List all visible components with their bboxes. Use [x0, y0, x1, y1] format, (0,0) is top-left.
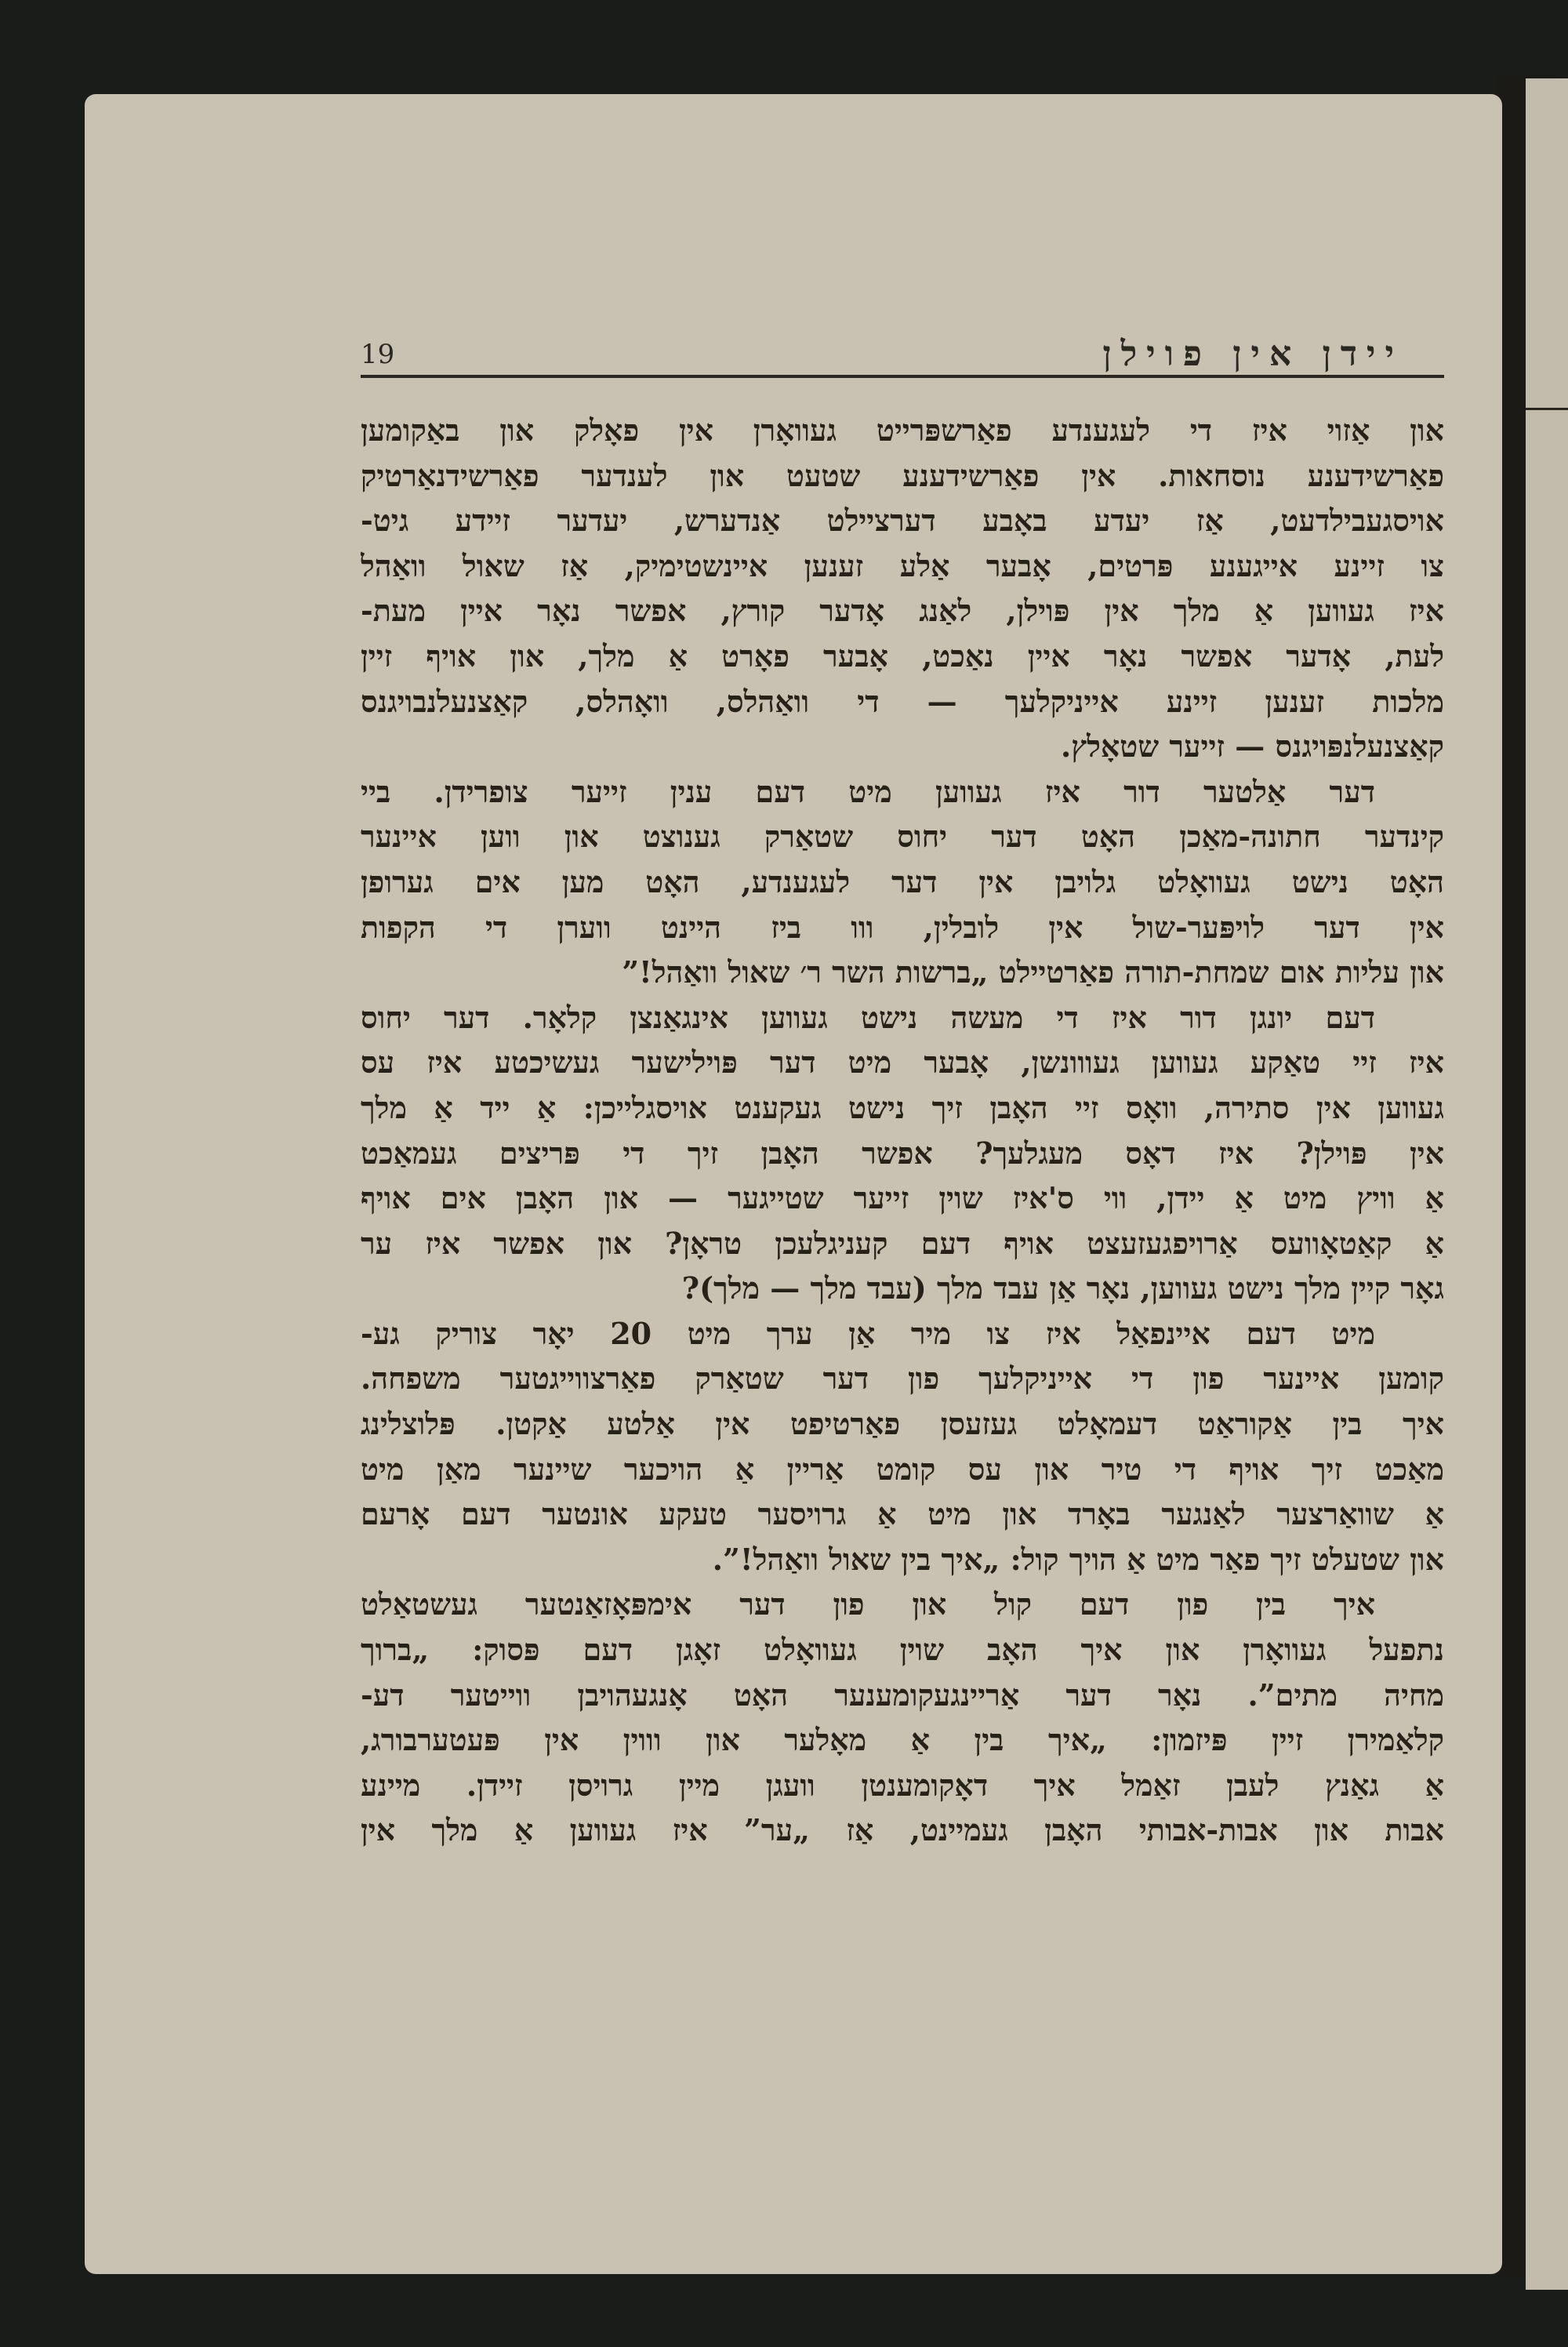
text-line: אויסגעבילדעט, אַז יעדע באָבע דערציילט אַנדערש, יעדער זיידע גיט- [361, 503, 1444, 539]
page-header [361, 328, 1444, 375]
text-line: אַ וויץ מיט אַ יידן, ווי ס'איז שוין זייער שטייגער — און האָבן אים אויף [361, 1180, 1444, 1216]
text-line: אבות און אבות-אבותי האָבן געמיינט, אַז „ער” איז געווען אַ מלך אין [361, 1812, 1444, 1848]
page-number: 19 [361, 339, 395, 370]
text-line: מחיה מתים”. נאָר דער אַריינגעקומענער האָט אָנגעהויבן ווייטער דע- [361, 1677, 1444, 1713]
facing-page-edge [1526, 78, 1568, 2290]
text-line: איך בין פון דעם קול און פון דער אימפּאָזאַנטער געשטאַלט [361, 1586, 1375, 1622]
text-line: דער אַלטער דור איז געווען מיט דעם ענין זייער צופרידן. ביי [361, 773, 1375, 809]
facing-page-rule [1526, 408, 1568, 410]
text-line: מאַכט זיך אויף די טיר און עס קומט אַריין אַ הויכער שיינער מאַן מיט [361, 1451, 1444, 1487]
text-line: אין פּוילן? איז דאָס מעגלעך? אפשר האָבן זיך די פּריצים געמאַכט [361, 1135, 1444, 1171]
text-line: און אַזוי איז די לעגענדע פאַרשפּרייט געוואָרן אין פאָלק און באַקומען [361, 412, 1444, 448]
text-line: מיט דעם איינפאַל איז צו מיר אַן ערך מיט 20 יאָר צוריק גע- [361, 1315, 1375, 1351]
running-title: יידן אין פוילן [1102, 334, 1403, 374]
text-line: מלכות זענען זיינע אייניקלעך — די וואַהלס, וואָהלס, קאַצנעלנבויגנס [361, 683, 1444, 719]
text-line: געווען אין סתירה, וואָס זיי האָבן זיך נישט געקענט אויסגלייכן: אַ ייד אַ מלך [361, 1089, 1444, 1125]
text-line: קלאַמירן זיין פּיזמון: „איך בין אַ מאָלער און וווין אין פּעטערבורג, [361, 1722, 1444, 1758]
header-rule [361, 375, 1444, 378]
text-line: איז זיי טאַקע געווען געווונשן, אָבער מיט דער פּוילישער געשיכטע איז עס [361, 1045, 1444, 1081]
text-line: קאַצנעלנפּויגנס — זייער שטאָלץ. [1061, 728, 1444, 765]
text-line: אַ גאַנץ לעבן זאַמל איך דאָקומענטן וועגן מיין גרויסן זיידן. מיינע [361, 1767, 1444, 1803]
text-line: קינדער חתונה-מאַכן האָט דער יחוס שטאַרק גענוצט און ווען איינער [361, 819, 1444, 855]
text-line: איך בין אַקוראַט דעמאָלט געזעסן פאַרטיפט אין אַלטע אַקטן. פּלוצלינג [361, 1406, 1444, 1442]
text-line: און עליות אום שמחת-תורה פאַרטיילט „ברשות השר ר׳ שאול וואַהל!” [622, 954, 1444, 990]
text-line: אַ קאַטאָוועס אַרויפגעזעצט אויף דעם קעניגלעכן טראָן? און אפשר איז ער [361, 1225, 1444, 1261]
text-line: צו זיינע אייגענע פּרטים, אָבער אַלע זענען איינשטימיק, אַז שאול וואַהל [361, 547, 1444, 583]
text-line: פאַרשידענע נוסחאות. אין פאַרשידענע שטעט און לענדער פאַרשידנאַרטיק [361, 457, 1444, 493]
text-line: האָט נישט געוואָלט גלויבן אין דער לעגענדע, האָט מען אים גערופן [361, 863, 1444, 899]
text-line: גאָר קיין מלך נישט געווען, נאָר אַן עבד מלך (עבד מלך — מלך)? [681, 1270, 1444, 1306]
text-line: קומען איינער פון די אייניקלעך פון דער שטאַרק פאַרצווייגטער משפחה. [361, 1361, 1444, 1397]
text-line: לעת, אָדער אפשר נאָר איין נאַכט, אָבער פאָרט אַ מלך, און אויף זיין [361, 638, 1444, 674]
text-line: אין דער לויפּער-שול אין לובלין, ווו ביז היינט ווערן די הקפות [361, 909, 1444, 945]
text-line: אַ שוואַרצער לאַנגער באָרד און מיט אַ גרויסער טעקע אונטער דעם אָרעם [361, 1496, 1444, 1532]
text-line: איז געווען אַ מלך אין פּוילן, לאַנג אָדער קורץ, אפשר נאָר איין מעת- [361, 593, 1444, 629]
text-line: דעם יונגן דור איז די מעשה נישט געווען אינגאַנצן קלאָר. דער יחוס [361, 999, 1375, 1035]
text-line: און שטעלט זיך פאַר מיט אַ הויך קול: „איך בין שאול וואַהל!”. [712, 1541, 1444, 1577]
text-line: נתפעל געוואָרן און איך האָב שוין געוואָלט זאָגן דעם פּסוק: „ברוך [361, 1632, 1444, 1668]
body-text [361, 408, 1444, 1853]
